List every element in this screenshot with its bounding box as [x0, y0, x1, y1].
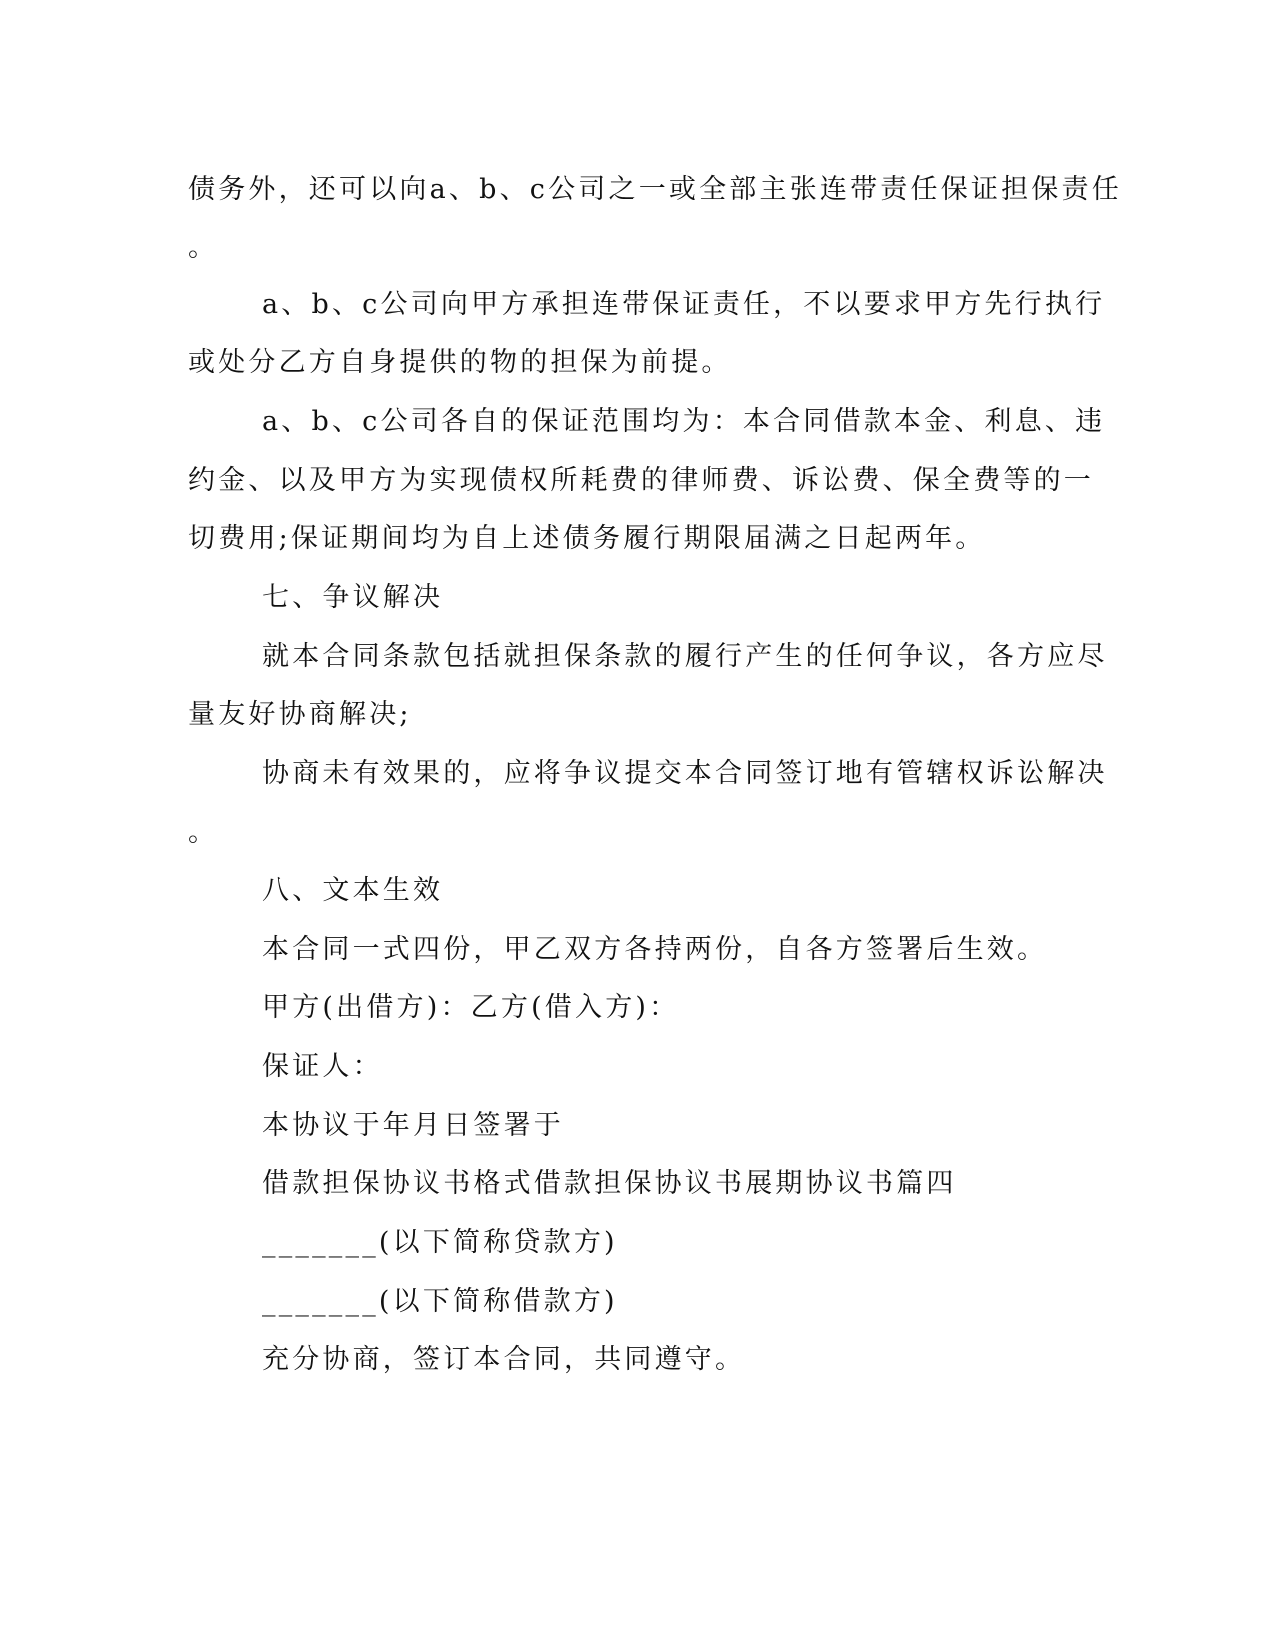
paragraph-line: 本合同一式四份，甲乙双方各持两份，自各方签署后生效。 — [262, 934, 1048, 965]
paragraph-line: 债务外，还可以向a、b、c公司之一或全部主张连带责任保证担保责任 — [188, 174, 1122, 205]
signature-parties-line: 甲方(出借方)：乙方(借入方)： — [262, 992, 680, 1023]
section-heading: 八、文本生效 — [262, 875, 444, 906]
guarantor-line: 保证人： — [262, 1051, 383, 1082]
paragraph-line: 充分协商，签订本合同，共同遵守。 — [262, 1344, 746, 1375]
borrower-blank-line: _______(以下简称借款方) — [262, 1286, 618, 1317]
paragraph-line: a、b、c公司向甲方承担连带保证责任，不以要求甲方先行执行 — [262, 289, 1106, 320]
paragraph-line: 协商未有效果的，应将争议提交本合同签订地有管辖权诉讼解决 — [262, 758, 1108, 789]
paragraph-line: 或处分乙方自身提供的物的担保为前提。 — [188, 347, 732, 378]
paragraph-line: 。 — [188, 817, 219, 848]
paragraph-line: 约金、以及甲方为实现债权所耗费的律师费、诉讼费、保全费等的一 — [188, 465, 1094, 496]
paragraph-line: a、b、c公司各自的保证范围均为：本合同借款本金、利息、违 — [262, 406, 1106, 437]
paragraph-line: 就本合同条款包括就担保条款的履行产生的任何争议，各方应尽 — [262, 641, 1108, 672]
paragraph-line: 量友好协商解决; — [188, 699, 412, 730]
paragraph-line: 切费用;保证期间均为自上述债务履行期限届满之日起两年。 — [188, 523, 986, 554]
paragraph-line: 。 — [188, 232, 219, 263]
lender-blank-line: _______(以下简称贷款方) — [262, 1227, 618, 1258]
signing-date-line: 本协议于年月日签署于 — [262, 1110, 564, 1141]
section-heading: 七、争议解决 — [262, 582, 444, 613]
document-title-line: 借款担保协议书格式借款担保协议书展期协议书篇四 — [262, 1168, 957, 1199]
